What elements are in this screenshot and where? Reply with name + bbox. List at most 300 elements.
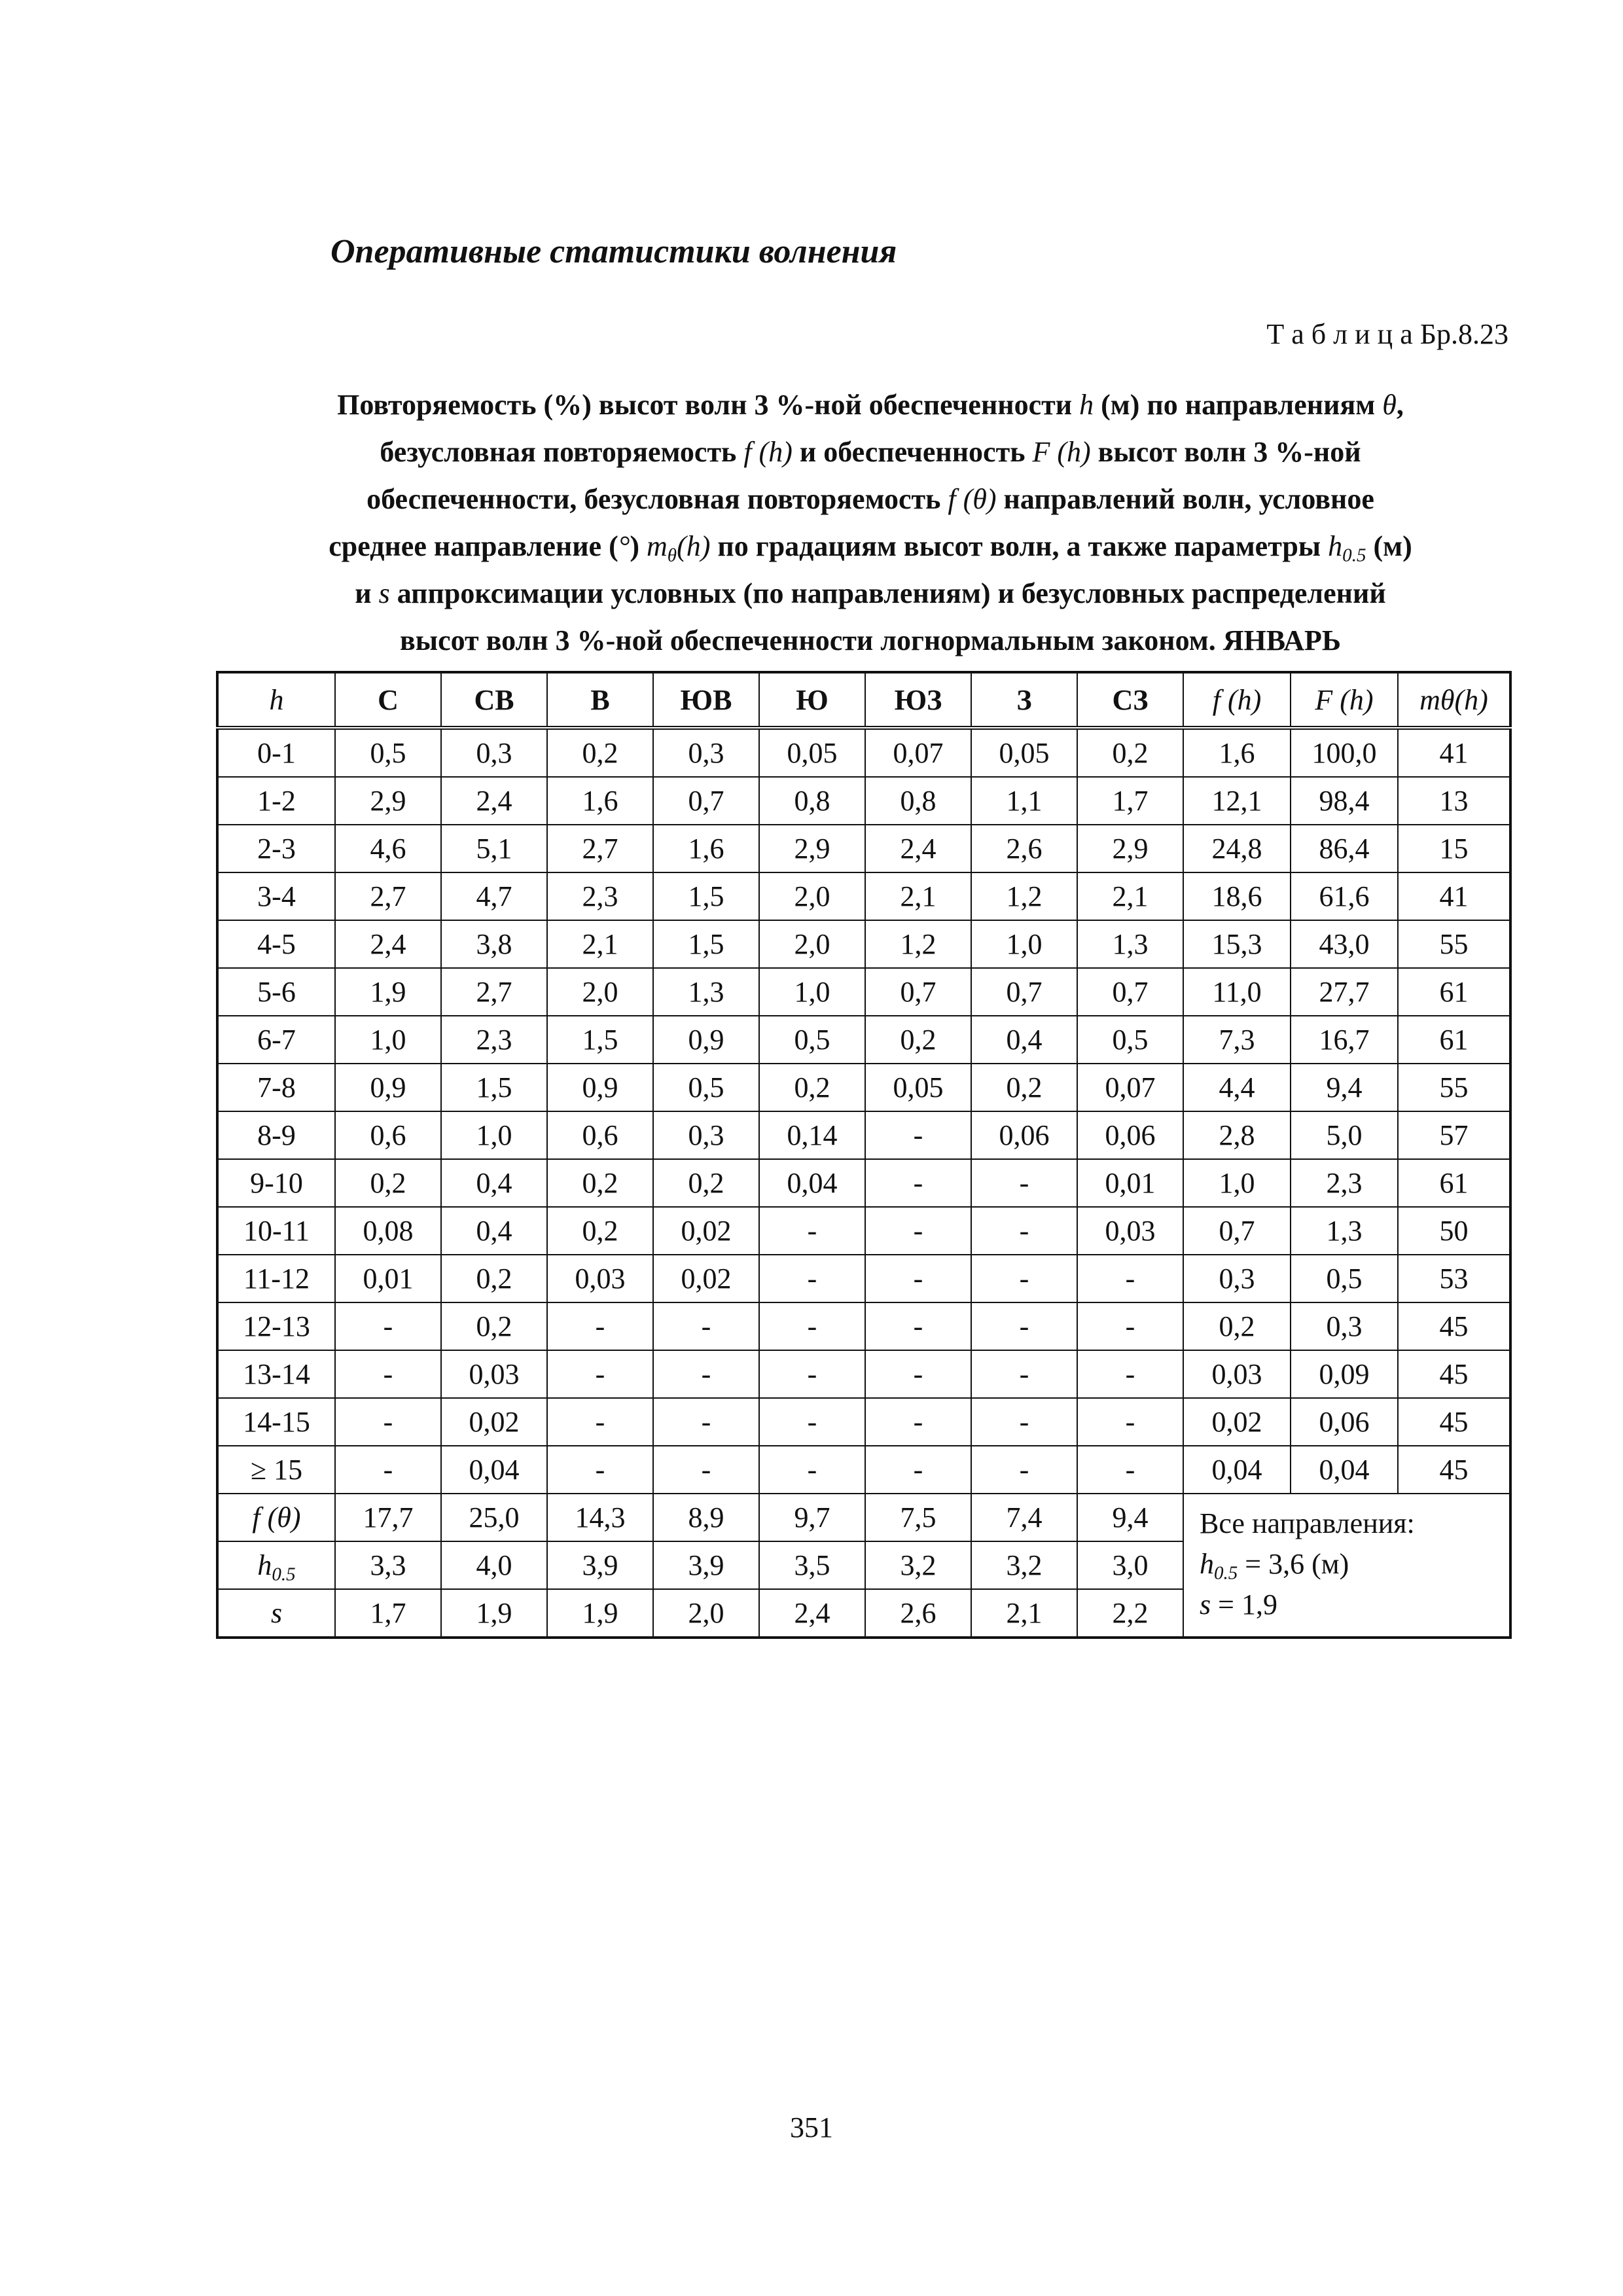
- table-cell: 61: [1398, 1159, 1510, 1207]
- table-cell: 2,7: [335, 872, 441, 920]
- math-h05-base: h: [257, 1549, 272, 1581]
- math-theta-sub: θ: [667, 545, 677, 566]
- math-h05-sub: 0.5: [1342, 545, 1366, 566]
- table-row: [217, 728, 1510, 777]
- row-label-height-range: 3-4: [217, 872, 335, 920]
- table-cell: 2,0: [653, 1589, 759, 1638]
- page-number: 351: [790, 2111, 833, 2144]
- table-cell: 2,0: [547, 968, 653, 1016]
- table-cell: 5,1: [441, 825, 547, 872]
- caption-text: и обеспеченность: [799, 436, 1026, 468]
- table-cell: 0,3: [653, 728, 759, 777]
- table-cell: 2,1: [971, 1589, 1077, 1638]
- table-cell: 0,03: [1077, 1207, 1183, 1255]
- column-header-sw: ЮЗ: [865, 672, 971, 728]
- table-cell: 0,5: [1291, 1255, 1398, 1302]
- table-cell: 0,9: [335, 1064, 441, 1111]
- table-row: [217, 1350, 1510, 1398]
- table-cell: 0,08: [335, 1207, 441, 1255]
- table-cell: -: [335, 1446, 441, 1494]
- table-cell: 55: [1398, 1064, 1510, 1111]
- table-cell: 53: [1398, 1255, 1510, 1302]
- math-theta: θ: [1382, 389, 1397, 421]
- table-cell: 1,3: [1077, 920, 1183, 968]
- table-cell: 2,1: [547, 920, 653, 968]
- table-cell: 13: [1398, 777, 1510, 825]
- table-cell: 17,7: [335, 1494, 441, 1541]
- math-F-h: F (h): [1032, 436, 1091, 468]
- table-cell: 2,7: [547, 825, 653, 872]
- f-theta-row: [217, 1494, 1510, 1541]
- table-cell: 0,3: [1183, 1255, 1291, 1302]
- table-cell: -: [1077, 1302, 1183, 1350]
- caption-line-5: [223, 570, 1518, 617]
- summary-s: [1200, 1585, 1509, 1625]
- table-cell: 2,3: [1291, 1159, 1398, 1207]
- table-cell: 0,2: [547, 728, 653, 777]
- row-label-height-range: 7-8: [217, 1064, 335, 1111]
- table-cell: 61: [1398, 968, 1510, 1016]
- table-cell: 1,9: [547, 1589, 653, 1638]
- table-cell: 2,0: [759, 920, 865, 968]
- row-label-height-range: 8-9: [217, 1111, 335, 1159]
- table-cell: 24,8: [1183, 825, 1291, 872]
- caption-text: (м) по направлениям: [1101, 389, 1376, 421]
- table-cell: 9,4: [1291, 1064, 1398, 1111]
- table-cell: 9,4: [1077, 1494, 1183, 1541]
- table-cell: 0,14: [759, 1111, 865, 1159]
- table-cell: 41: [1398, 872, 1510, 920]
- table-cell: 7,5: [865, 1494, 971, 1541]
- table-cell: 0,04: [1183, 1446, 1291, 1494]
- table-cell: -: [335, 1350, 441, 1398]
- table-cell: 1,0: [971, 920, 1077, 968]
- table-caption: [223, 382, 1518, 664]
- table-cell: -: [547, 1302, 653, 1350]
- math-f-h: f (h): [743, 436, 793, 468]
- table-cell: 0,04: [1291, 1446, 1398, 1494]
- table-cell: 3,9: [547, 1541, 653, 1589]
- column-header-m-theta-h: mθ(h): [1398, 672, 1510, 728]
- table-cell: 7,3: [1183, 1016, 1291, 1064]
- table-cell: 0,06: [1077, 1111, 1183, 1159]
- table-cell: 0,9: [653, 1016, 759, 1064]
- table-cell: -: [865, 1255, 971, 1302]
- table-cell: 0,4: [441, 1159, 547, 1207]
- caption-text: аппроксимации условных (по направлениям) и безусловных распределений: [397, 577, 1386, 609]
- table-cell: 0,05: [865, 1064, 971, 1111]
- summary-h05-unit: (м): [1311, 1548, 1349, 1580]
- table-cell: 0,4: [441, 1207, 547, 1255]
- table-cell: 0,7: [1077, 968, 1183, 1016]
- table-cell: 2,4: [441, 777, 547, 825]
- table-cell: 16,7: [1291, 1016, 1398, 1064]
- table-cell: -: [547, 1398, 653, 1446]
- table-cell: 3,5: [759, 1541, 865, 1589]
- table-cell: 3,0: [1077, 1541, 1183, 1589]
- table-row: [217, 1302, 1510, 1350]
- math-m-theta-h: [647, 530, 711, 566]
- table-cell: 2,1: [1077, 872, 1183, 920]
- table-cell: 1,6: [547, 777, 653, 825]
- column-header-e: В: [547, 672, 653, 728]
- caption-text: ): [630, 530, 640, 562]
- table-row: [217, 825, 1510, 872]
- table-row: [217, 920, 1510, 968]
- table-cell: 50: [1398, 1207, 1510, 1255]
- table-cell: 0,5: [653, 1064, 759, 1111]
- column-header-ne: СВ: [441, 672, 547, 728]
- table-cell: -: [971, 1446, 1077, 1494]
- section-heading: Оперативные статистики волнения: [330, 233, 897, 270]
- table-cell: 86,4: [1291, 825, 1398, 872]
- table-cell: 4,0: [441, 1541, 547, 1589]
- table-cell: 4,6: [335, 825, 441, 872]
- table-cell: 3,2: [865, 1541, 971, 1589]
- row-label-height-range: 6-7: [217, 1016, 335, 1064]
- table-body: [217, 728, 1510, 1494]
- table-cell: 0,7: [971, 968, 1077, 1016]
- caption-text: высот волн 3 %-ной: [1097, 436, 1361, 468]
- row-label-height-range: 14-15: [217, 1398, 335, 1446]
- table-cell: -: [653, 1398, 759, 1446]
- table-cell: 3,3: [335, 1541, 441, 1589]
- table-cell: 0,2: [335, 1159, 441, 1207]
- table-cell: -: [971, 1255, 1077, 1302]
- table-cell: 0,2: [1077, 728, 1183, 777]
- table-cell: 1,5: [441, 1064, 547, 1111]
- table-cell: 0,9: [547, 1064, 653, 1111]
- math-s: s: [378, 577, 390, 609]
- math-h05-sub: 0.5: [272, 1564, 296, 1585]
- caption-line-1: Повторяемость (%) высот волн 3 %-ной обеспеченности h (м) по направлениям θ,: [337, 389, 1404, 421]
- table-row: [217, 1207, 1510, 1255]
- table-cell: 0,06: [971, 1111, 1077, 1159]
- table-cell: -: [1077, 1255, 1183, 1302]
- table-cell: 0,2: [547, 1207, 653, 1255]
- table-cell: 1,6: [653, 825, 759, 872]
- table-cell: 0,3: [653, 1111, 759, 1159]
- caption-line-4: [223, 523, 1518, 570]
- table-cell: 0,04: [759, 1159, 865, 1207]
- table-row: [217, 1446, 1510, 1494]
- math-h05-summary: [1200, 1548, 1238, 1584]
- table-cell: 57: [1398, 1111, 1510, 1159]
- table-cell: 2,2: [1077, 1589, 1183, 1638]
- table-cell: 2,7: [441, 968, 547, 1016]
- table-cell: 27,7: [1291, 968, 1398, 1016]
- table-cell: 0,03: [441, 1350, 547, 1398]
- table-cell: -: [971, 1159, 1077, 1207]
- table-cell: 0,2: [865, 1016, 971, 1064]
- math-h05-base: h: [1328, 530, 1343, 562]
- table-cell: 15: [1398, 825, 1510, 872]
- table-cell: 45: [1398, 1302, 1510, 1350]
- table-cell: -: [759, 1398, 865, 1446]
- table-cell: 0,2: [441, 1302, 547, 1350]
- table-cell: 14,3: [547, 1494, 653, 1541]
- table-cell: 12,1: [1183, 777, 1291, 825]
- table-cell: 2,6: [865, 1589, 971, 1638]
- table-cell: 1,7: [1077, 777, 1183, 825]
- row-label-height-range: 5-6: [217, 968, 335, 1016]
- table-cell: 1,5: [547, 1016, 653, 1064]
- table-cell: 0,7: [865, 968, 971, 1016]
- table-cell: 0,2: [971, 1064, 1077, 1111]
- table-row: [217, 968, 1510, 1016]
- caption-text: и: [355, 577, 372, 609]
- row-label-s: s: [217, 1589, 335, 1638]
- column-header-f-h: f (h): [1183, 672, 1291, 728]
- table-cell: -: [865, 1159, 971, 1207]
- column-header-s: Ю: [759, 672, 865, 728]
- table-cell: -: [547, 1446, 653, 1494]
- row-label-height-range: 13-14: [217, 1350, 335, 1398]
- table-cell: -: [759, 1255, 865, 1302]
- table-cell: 4,7: [441, 872, 547, 920]
- table-cell: 3,8: [441, 920, 547, 968]
- table-cell: -: [971, 1398, 1077, 1446]
- table-cell: 2,3: [547, 872, 653, 920]
- table-cell: 0,2: [653, 1159, 759, 1207]
- table-cell: 1,0: [1183, 1159, 1291, 1207]
- math-h05-sub: 0.5: [1214, 1562, 1238, 1584]
- caption-text: Повторяемость (%) высот волн 3 %-ной обеспеченности: [337, 389, 1073, 421]
- caption-line-2: [223, 429, 1518, 476]
- table-cell: -: [971, 1207, 1077, 1255]
- table-cell: 2,4: [335, 920, 441, 968]
- column-header-w: З: [971, 672, 1077, 728]
- table-cell: 43,0: [1291, 920, 1398, 968]
- math-degree: °: [618, 530, 630, 562]
- table-row: [217, 1398, 1510, 1446]
- table-cell: 0,02: [441, 1398, 547, 1446]
- summary-h05: [1200, 1544, 1509, 1585]
- table-cell: 3,2: [971, 1541, 1077, 1589]
- math-f-theta: f (θ): [948, 483, 997, 515]
- row-label-height-range: 2-3: [217, 825, 335, 872]
- table-cell: 0,4: [971, 1016, 1077, 1064]
- column-header-se: ЮВ: [653, 672, 759, 728]
- row-label-height-range: 12-13: [217, 1302, 335, 1350]
- table-cell: 1,2: [971, 872, 1077, 920]
- table-row: [217, 1064, 1510, 1111]
- table-cell: -: [335, 1398, 441, 1446]
- table-cell: 1,6: [1183, 728, 1291, 777]
- table-cell: 1,0: [335, 1016, 441, 1064]
- table-cell: 2,1: [865, 872, 971, 920]
- math-m-tail: (h): [677, 530, 711, 562]
- table-cell: 1,5: [653, 872, 759, 920]
- table-cell: 2,4: [759, 1589, 865, 1638]
- table-cell: 0,3: [441, 728, 547, 777]
- table-cell: 0,01: [335, 1255, 441, 1302]
- table-cell: 0,04: [441, 1446, 547, 1494]
- table-cell: 18,6: [1183, 872, 1291, 920]
- table-row: [217, 777, 1510, 825]
- caption-text: обеспеченности, безусловная повторяемость: [366, 483, 941, 515]
- table-cell: -: [971, 1350, 1077, 1398]
- caption-text: направлений волн, условное: [1003, 483, 1374, 515]
- math-h05-base: h: [1200, 1548, 1214, 1580]
- table-cell: 0,02: [1183, 1398, 1291, 1446]
- table-cell: 0,5: [759, 1016, 865, 1064]
- table-cell: 61: [1398, 1016, 1510, 1064]
- table-cell: 1,2: [865, 920, 971, 968]
- table-cell: 0,2: [441, 1255, 547, 1302]
- table-cell: 0,05: [971, 728, 1077, 777]
- table-cell: 0,2: [759, 1064, 865, 1111]
- table-cell: -: [547, 1350, 653, 1398]
- math-m: m: [647, 530, 668, 562]
- table-cell: 1,3: [653, 968, 759, 1016]
- table-cell: 1,7: [335, 1589, 441, 1638]
- table-cell: 2,9: [759, 825, 865, 872]
- table-cell: 3,9: [653, 1541, 759, 1589]
- table-cell: 11,0: [1183, 968, 1291, 1016]
- table-cell: 0,05: [759, 728, 865, 777]
- table-cell: 0,6: [335, 1111, 441, 1159]
- table-cell: 0,2: [547, 1159, 653, 1207]
- table-cell: 0,3: [1291, 1302, 1398, 1350]
- column-header-n: С: [335, 672, 441, 728]
- table-cell: -: [759, 1350, 865, 1398]
- table-cell: 2,8: [1183, 1111, 1291, 1159]
- row-label-f-theta: f (θ): [217, 1494, 335, 1541]
- table-cell: 0,5: [335, 728, 441, 777]
- table-cell: 0,09: [1291, 1350, 1398, 1398]
- table-cell: -: [971, 1302, 1077, 1350]
- table-cell: 0,7: [1183, 1207, 1291, 1255]
- table-cell: 2,9: [1077, 825, 1183, 872]
- table-cell: 0,03: [1183, 1350, 1291, 1398]
- table-cell: 1,9: [441, 1589, 547, 1638]
- table-cell: -: [335, 1302, 441, 1350]
- row-label-height-range: 4-5: [217, 920, 335, 968]
- table-cell: -: [759, 1207, 865, 1255]
- table-cell: -: [865, 1446, 971, 1494]
- table-cell: 1,0: [441, 1111, 547, 1159]
- table-cell: 2,3: [441, 1016, 547, 1064]
- table-cell: 1,0: [759, 968, 865, 1016]
- row-label-height-range: 0-1: [217, 728, 335, 777]
- math-s-summary: s: [1200, 1588, 1211, 1621]
- table-cell: -: [653, 1302, 759, 1350]
- table-cell: -: [865, 1207, 971, 1255]
- table-cell: 45: [1398, 1398, 1510, 1446]
- math-h05-label: [257, 1549, 296, 1585]
- table-cell: 55: [1398, 920, 1510, 968]
- table-cell: 0,7: [653, 777, 759, 825]
- table-cell: -: [1077, 1398, 1183, 1446]
- table-cell: 5,0: [1291, 1111, 1398, 1159]
- table-cell: 0,5: [1077, 1016, 1183, 1064]
- table-cell: 2,9: [335, 777, 441, 825]
- column-header-F-h: F (h): [1291, 672, 1398, 728]
- caption-text: среднее направление (: [329, 530, 618, 562]
- table-cell: 0,2: [1183, 1302, 1291, 1350]
- table-cell: 0,06: [1291, 1398, 1398, 1446]
- table-cell: 1,5: [653, 920, 759, 968]
- table-cell: -: [653, 1446, 759, 1494]
- caption-line-3: [223, 476, 1518, 523]
- table-footer: [217, 1494, 1510, 1638]
- table-cell: -: [759, 1302, 865, 1350]
- summary-title: Все направления:: [1200, 1507, 1415, 1539]
- table-cell: -: [759, 1446, 865, 1494]
- table-cell: 7,4: [971, 1494, 1077, 1541]
- table-cell: 0,6: [547, 1111, 653, 1159]
- summary-h05-value: = 3,6: [1245, 1548, 1305, 1580]
- table-cell: 100,0: [1291, 728, 1398, 777]
- table-cell: 8,9: [653, 1494, 759, 1541]
- table-label: Т а б л и ц а Бр.8.23: [1266, 318, 1508, 350]
- table-cell: 0,8: [759, 777, 865, 825]
- table-row: [217, 1255, 1510, 1302]
- table-cell: 0,01: [1077, 1159, 1183, 1207]
- table-cell: 1,1: [971, 777, 1077, 825]
- table-row: [217, 1159, 1510, 1207]
- table-cell: 4,4: [1183, 1064, 1291, 1111]
- table-cell: -: [653, 1350, 759, 1398]
- table-cell: 15,3: [1183, 920, 1291, 968]
- table-cell: 25,0: [441, 1494, 547, 1541]
- table-cell: -: [865, 1302, 971, 1350]
- table-cell: 0,02: [653, 1207, 759, 1255]
- row-label-height-range: 1-2: [217, 777, 335, 825]
- table-cell: -: [1077, 1350, 1183, 1398]
- table-row: [217, 1016, 1510, 1064]
- row-label-height-range: 9-10: [217, 1159, 335, 1207]
- table-cell: -: [865, 1398, 971, 1446]
- all-directions-summary: [1183, 1494, 1510, 1638]
- table-row: [217, 872, 1510, 920]
- column-header-h: h: [217, 672, 335, 728]
- table-cell: 9,7: [759, 1494, 865, 1541]
- table-row: [217, 1111, 1510, 1159]
- row-label-height-range: 11-12: [217, 1255, 335, 1302]
- summary-s-value: = 1,9: [1218, 1588, 1277, 1621]
- table-cell: 61,6: [1291, 872, 1398, 920]
- table-cell: 2,6: [971, 825, 1077, 872]
- table-cell: 45: [1398, 1446, 1510, 1494]
- caption-text: (м): [1373, 530, 1412, 562]
- table-cell: 0,07: [1077, 1064, 1183, 1111]
- table-cell: -: [1077, 1446, 1183, 1494]
- caption-line-6: высот волн 3 %-ной обеспеченности логнормальным законом. ЯНВАРЬ: [399, 624, 1342, 656]
- math-h: h: [1079, 389, 1094, 421]
- row-label-height-range: 10-11: [217, 1207, 335, 1255]
- caption-text: безусловная повторяемость: [380, 436, 737, 468]
- wave-statistics-table: [216, 671, 1512, 1639]
- table-header-row: [217, 672, 1510, 728]
- column-header-nw: СЗ: [1077, 672, 1183, 728]
- table-cell: 1,9: [335, 968, 441, 1016]
- table-cell: 0,03: [547, 1255, 653, 1302]
- table-cell: -: [865, 1350, 971, 1398]
- table-cell: 0,02: [653, 1255, 759, 1302]
- table-cell: 45: [1398, 1350, 1510, 1398]
- math-h05: [1328, 530, 1366, 566]
- table-cell: 0,07: [865, 728, 971, 777]
- row-label-height-range: ≥ 15: [217, 1446, 335, 1494]
- table-cell: 1,3: [1291, 1207, 1398, 1255]
- table-cell: 2,0: [759, 872, 865, 920]
- table-cell: 41: [1398, 728, 1510, 777]
- table-cell: 0,8: [865, 777, 971, 825]
- row-label-h05: [217, 1541, 335, 1589]
- table-cell: -: [865, 1111, 971, 1159]
